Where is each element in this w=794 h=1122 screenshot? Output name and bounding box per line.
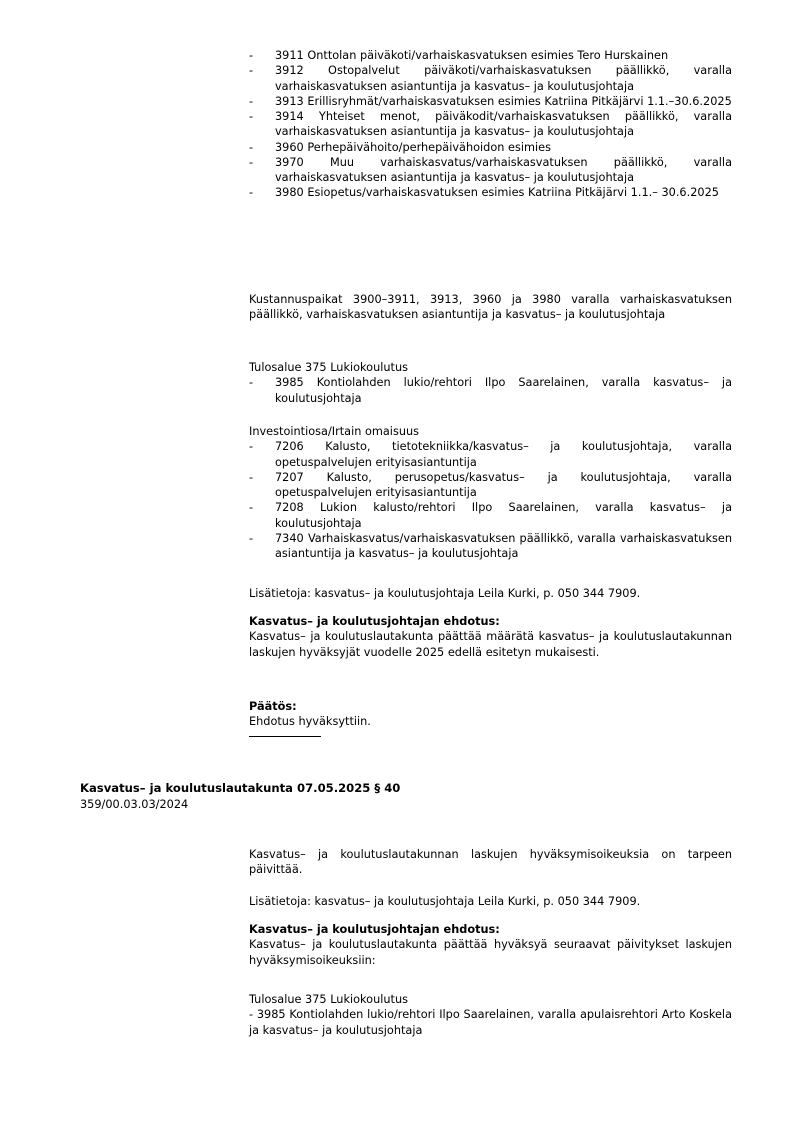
list-item-text: 7208 Lukion kalusto/rehtori Ilpo Saarelainen, varalla kasvatus– ja koulutusjohtaja — [275, 501, 732, 530]
decision-text: Ehdotus hyväksyttiin. — [249, 715, 371, 729]
section-two-intro-block — [249, 847, 732, 878]
dash-icon: - — [249, 376, 254, 390]
list-item — [249, 470, 732, 501]
proposal-text-2: Kasvatus– ja koulutuslautakunta päättää hyväksyä seuraavat päivitykset laskujen hyväksymisoikeuksiin: — [249, 938, 732, 967]
list-item — [249, 439, 732, 470]
additional-info-text-2: Lisätietoja: kasvatus– ja koulutusjohtaja Leila Kurki, p. 050 344 7909. — [249, 895, 641, 908]
section-reference: 359/00.03.03/2024 — [80, 797, 189, 811]
dash-icon: - — [249, 440, 254, 454]
list-item — [249, 155, 732, 186]
list-item — [249, 109, 732, 140]
result-area-block — [249, 360, 732, 406]
decision-heading: Päätös: — [249, 700, 297, 713]
result-area-list-2 — [249, 1007, 732, 1038]
proposal-block-1 — [249, 614, 732, 660]
proposal-heading: Kasvatus– ja koulutusjohtajan ehdotus: — [249, 615, 500, 628]
proposal-text: Kasvatus– ja koulutuslautakunta päättää määrätä kasvatus– ja koulutuslautakunnan laskujen hyväksyjät vuodelle 2025 edellä esitetyn mukaisesti. — [249, 630, 732, 659]
list-item-text: 7206 Kalusto, tietotekniikka/kasvatus– ja koulutusjohtaja, varalla opetuspalvelujen erityisasiantuntija — [275, 440, 732, 469]
decision-block-1 — [249, 699, 732, 737]
list-item-text: 3970 Muu varhaiskasvatus/varhaiskasvatuksen päällikkö, varalla varhaiskasvatuksen asiantuntija ja kasvatus– ja koulutusjohtaja — [275, 155, 732, 184]
section-two-header — [80, 781, 732, 812]
additional-info-block-1 — [249, 586, 732, 601]
additional-info-block-2 — [249, 894, 732, 909]
list-item-text: 3960 Perhepäivähoito/perhepäivähoidon esimies — [275, 140, 551, 154]
dash-icon: - — [249, 155, 254, 169]
list-item-text: 3913 Erillisryhmät/varhaiskasvatuksen esimies Katriina Pitkäjärvi 1.1.–30.6.2025 — [275, 94, 732, 108]
list-item — [249, 63, 732, 94]
section-two-intro: Kasvatus– ja koulutuslautakunnan laskujen hyväksymisoikeuksia on tarpeen päivittää. — [249, 848, 732, 877]
list-item — [249, 48, 732, 63]
list-item-text: 7340 Varhaiskasvatus/varhaiskasvatuksen päällikkö, varalla varhaiskasvatuksen asiantuntija ja kasvatus– ja koulutusjohtaja — [275, 531, 732, 560]
list-item-text: 3914 Yhteiset menot, päiväkodit/varhaiskasvatuksen päällikkö, varalla varhaiskasvatuksen asiantuntija ja kasvatus– ja koulutusjohtaja — [275, 110, 732, 139]
cost-center-list-block — [249, 48, 732, 201]
list-item-text: 3985 Kontiolahden lukio/rehtori Ilpo Saarelainen, varalla kasvatus– ja koulutusjohtaja — [275, 376, 732, 405]
dash-icon: - — [249, 470, 254, 484]
cost-centers-paragraph: Kustannuspaikat 3900–3911, 3913, 3960 ja 3980 varalla varhaiskasvatuksen päällikkö, varhaiskasvatuksen asiantuntija ja kasvatus– ja koulutusjohtaja — [249, 293, 732, 322]
list-item-text: - 3985 Kontiolahden lukio/rehtori Ilpo Saarelainen, varalla apulaisrehtori Arto Koskela ja kasvatus– ja koulutusjohtaja — [249, 1008, 732, 1037]
list-item — [249, 140, 732, 155]
result-area-block-2 — [249, 992, 732, 1038]
section-title: Kasvatus– ja koulutuslautakunta 07.05.2025 § 40 — [80, 781, 401, 795]
proposal-heading-2: Kasvatus– ja koulutusjohtajan ehdotus: — [249, 923, 500, 936]
list-item-text: 3912 Ostopalvelut päiväkoti/varhaiskasvatuksen päällikkö, varalla varhaiskasvatuksen asiantuntija ja kasvatus– ja koulutusjohtaja — [275, 64, 732, 93]
investment-heading: Investointiosa/Irtain omaisuus — [249, 425, 420, 438]
investment-block — [249, 424, 732, 561]
dash-icon: - — [249, 531, 254, 545]
additional-info-text: Lisätietoja: kasvatus– ja koulutusjohtaja Leila Kurki, p. 050 344 7909. — [249, 587, 641, 600]
dash-icon: - — [249, 49, 254, 62]
investment-list — [249, 439, 732, 561]
list-item-text: 7207 Kalusto, perusopetus/kasvatus– ja koulutusjohtaja, varalla opetuspalvelujen erityisasiantuntija — [275, 470, 732, 499]
list-item — [249, 185, 732, 200]
section-divider — [249, 736, 321, 737]
dash-icon: - — [249, 501, 254, 515]
dash-icon: - — [249, 94, 254, 108]
result-area-heading-2: Tulosalue 375 Lukiokoulutus — [249, 993, 409, 1006]
result-area-list — [249, 375, 732, 406]
dash-icon: - — [249, 110, 254, 123]
dash-icon: - — [249, 186, 254, 200]
list-item — [249, 531, 732, 562]
list-item-text: 3911 Onttolan päiväkoti/varhaiskasvatuksen esimies Tero Hurskainen — [275, 49, 669, 62]
list-item — [249, 94, 732, 109]
proposal-block-2 — [249, 922, 732, 968]
dash-icon: - — [249, 64, 254, 78]
dash-icon: - — [249, 140, 254, 154]
list-item — [249, 500, 732, 531]
list-item-text: 3980 Esiopetus/varhaiskasvatuksen esimies Katriina Pitkäjärvi 1.1.– 30.6.2025 — [275, 186, 719, 200]
result-area-heading: Tulosalue 375 Lukiokoulutus — [249, 361, 409, 374]
list-item — [249, 375, 732, 406]
cost-center-list — [249, 48, 732, 201]
cost-centers-paragraph-block — [249, 292, 732, 323]
